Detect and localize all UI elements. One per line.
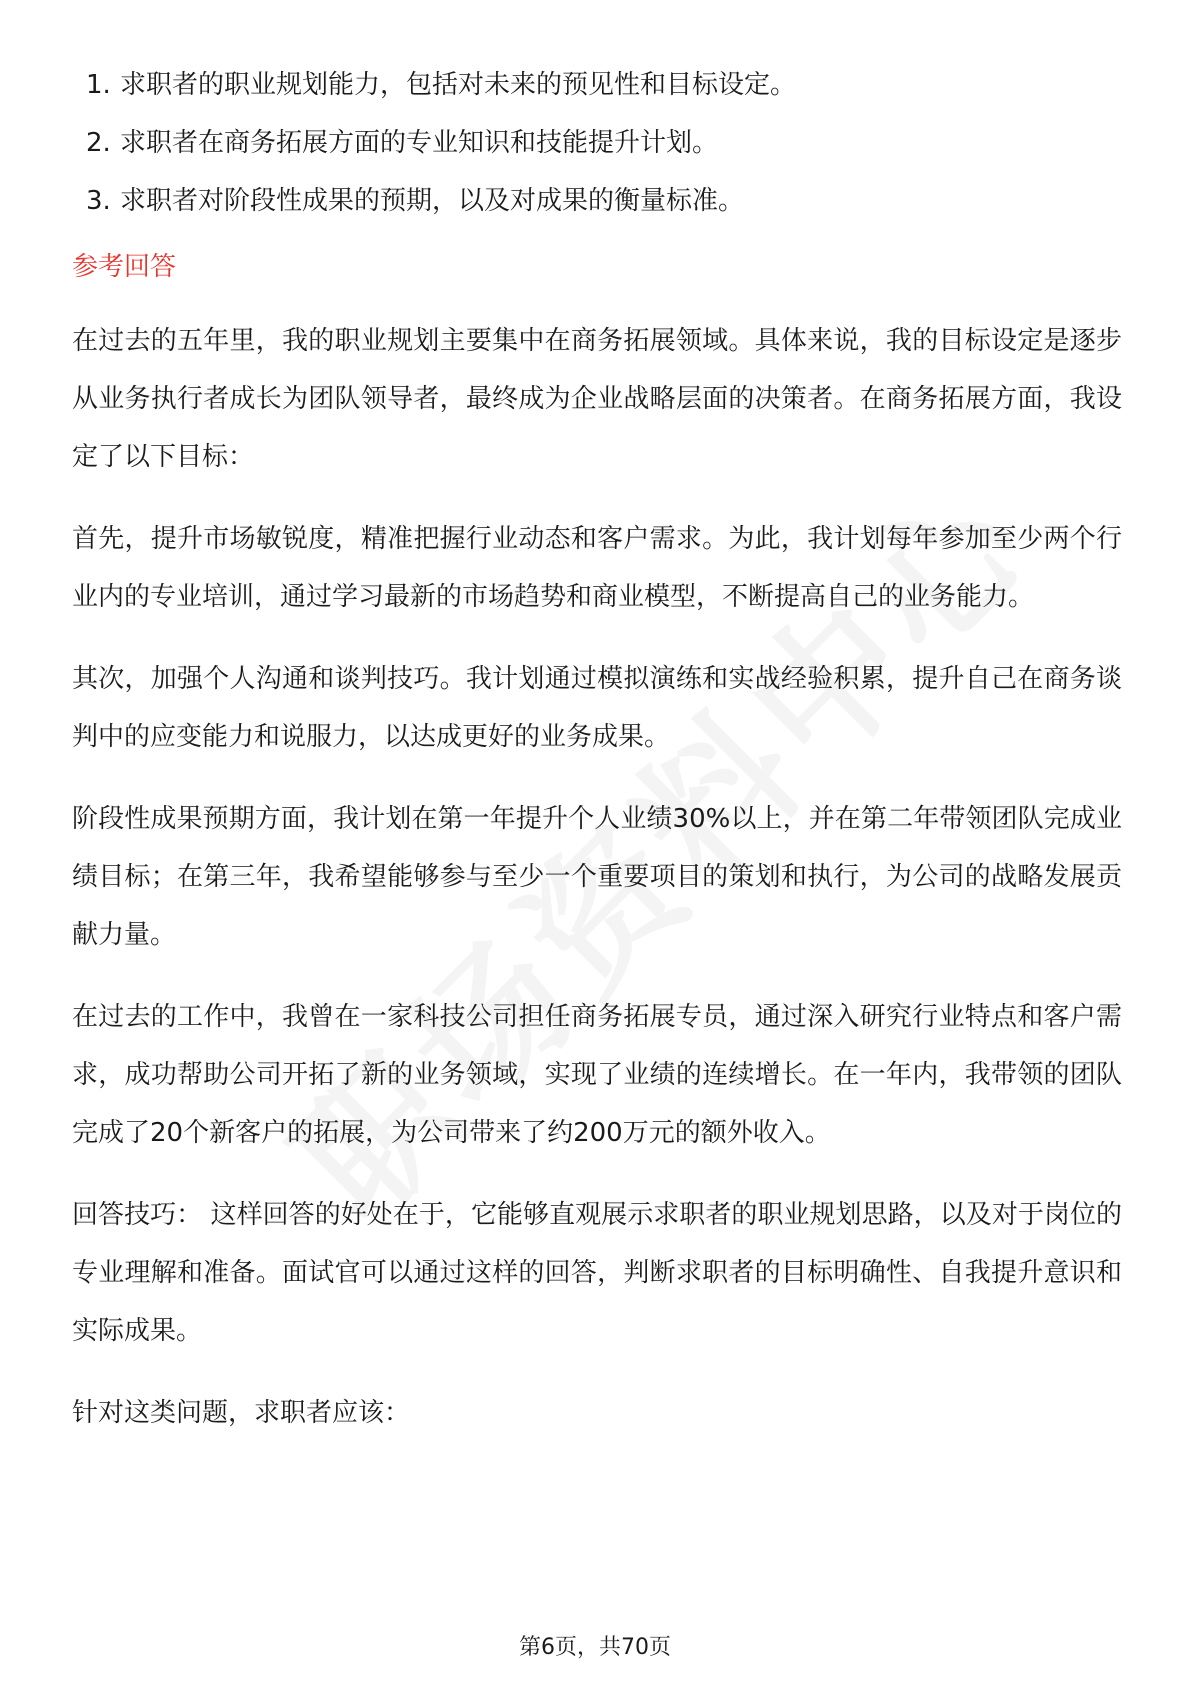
criteria-list xyxy=(72,56,1122,230)
paragraph-answer-tips: 回答技巧： 这样回答的好处在于，它能够直观展示求职者的职业规划思路，以及对于岗位的专业理解和准备。面试官可以通过这样的回答，判断求职者的目标明确性、自我提升意识和实际成果。 xyxy=(72,1200,1122,1346)
list-item-number: 2. xyxy=(86,128,111,158)
list-item-number: 1. xyxy=(86,70,111,100)
section-title: 参考回答 xyxy=(72,252,177,282)
list-item xyxy=(72,114,1122,172)
list-item-number: 3. xyxy=(86,186,111,216)
list-item xyxy=(72,56,1122,114)
paragraph-second-goal: 其次，加强个人沟通和谈判技巧。我计划通过模拟演练和实战经验积累，提升自己在商务谈判中的应变能力和说服力，以达成更好的业务成果。 xyxy=(72,664,1122,752)
paragraph-first-goal: 首先，提升市场敏锐度，精准把握行业动态和客户需求。为此，我计划每年参加至少两个行业内的专业培训，通过学习最新的市场趋势和商业模型，不断提高自己的业务能力。 xyxy=(72,524,1122,612)
list-item xyxy=(72,172,1122,230)
paragraph-intro: 在过去的五年里，我的职业规划主要集中在商务拓展领域。具体来说，我的目标设定是逐步从业务执行者成长为团队领导者，最终成为企业战略层面的决策者。在商务拓展方面，我设定了以下目标： xyxy=(72,326,1122,472)
paragraph-experience: 在过去的工作中，我曾在一家科技公司担任商务拓展专员，通过深入研究行业特点和客户需求，成功帮助公司开拓了新的业务领域，实现了业绩的连续增长。在一年内，我带领的团队完成了20个新客户的拓展，为公司带来了约200万元的额外收入。 xyxy=(72,1002,1122,1148)
list-item-text: 求职者对阶段性成果的预期，以及对成果的衡量标准。 xyxy=(120,186,745,216)
list-item-text: 求职者的职业规划能力，包括对未来的预见性和目标设定。 xyxy=(120,70,797,100)
paragraph-milestones: 阶段性成果预期方面，我计划在第一年提升个人业绩30%以上，并在第二年带领团队完成业绩目标；在第三年，我希望能够参与至少一个重要项目的策划和执行，为公司的战略发展贡献力量。 xyxy=(72,804,1122,950)
paragraph-advice-lead: 针对这类问题，求职者应该： xyxy=(72,1398,411,1428)
page-number: 第6页，共70页 xyxy=(519,1635,671,1660)
list-item-text: 求职者在商务拓展方面的专业知识和技能提升计划。 xyxy=(120,128,719,158)
document-content xyxy=(72,56,1122,1442)
